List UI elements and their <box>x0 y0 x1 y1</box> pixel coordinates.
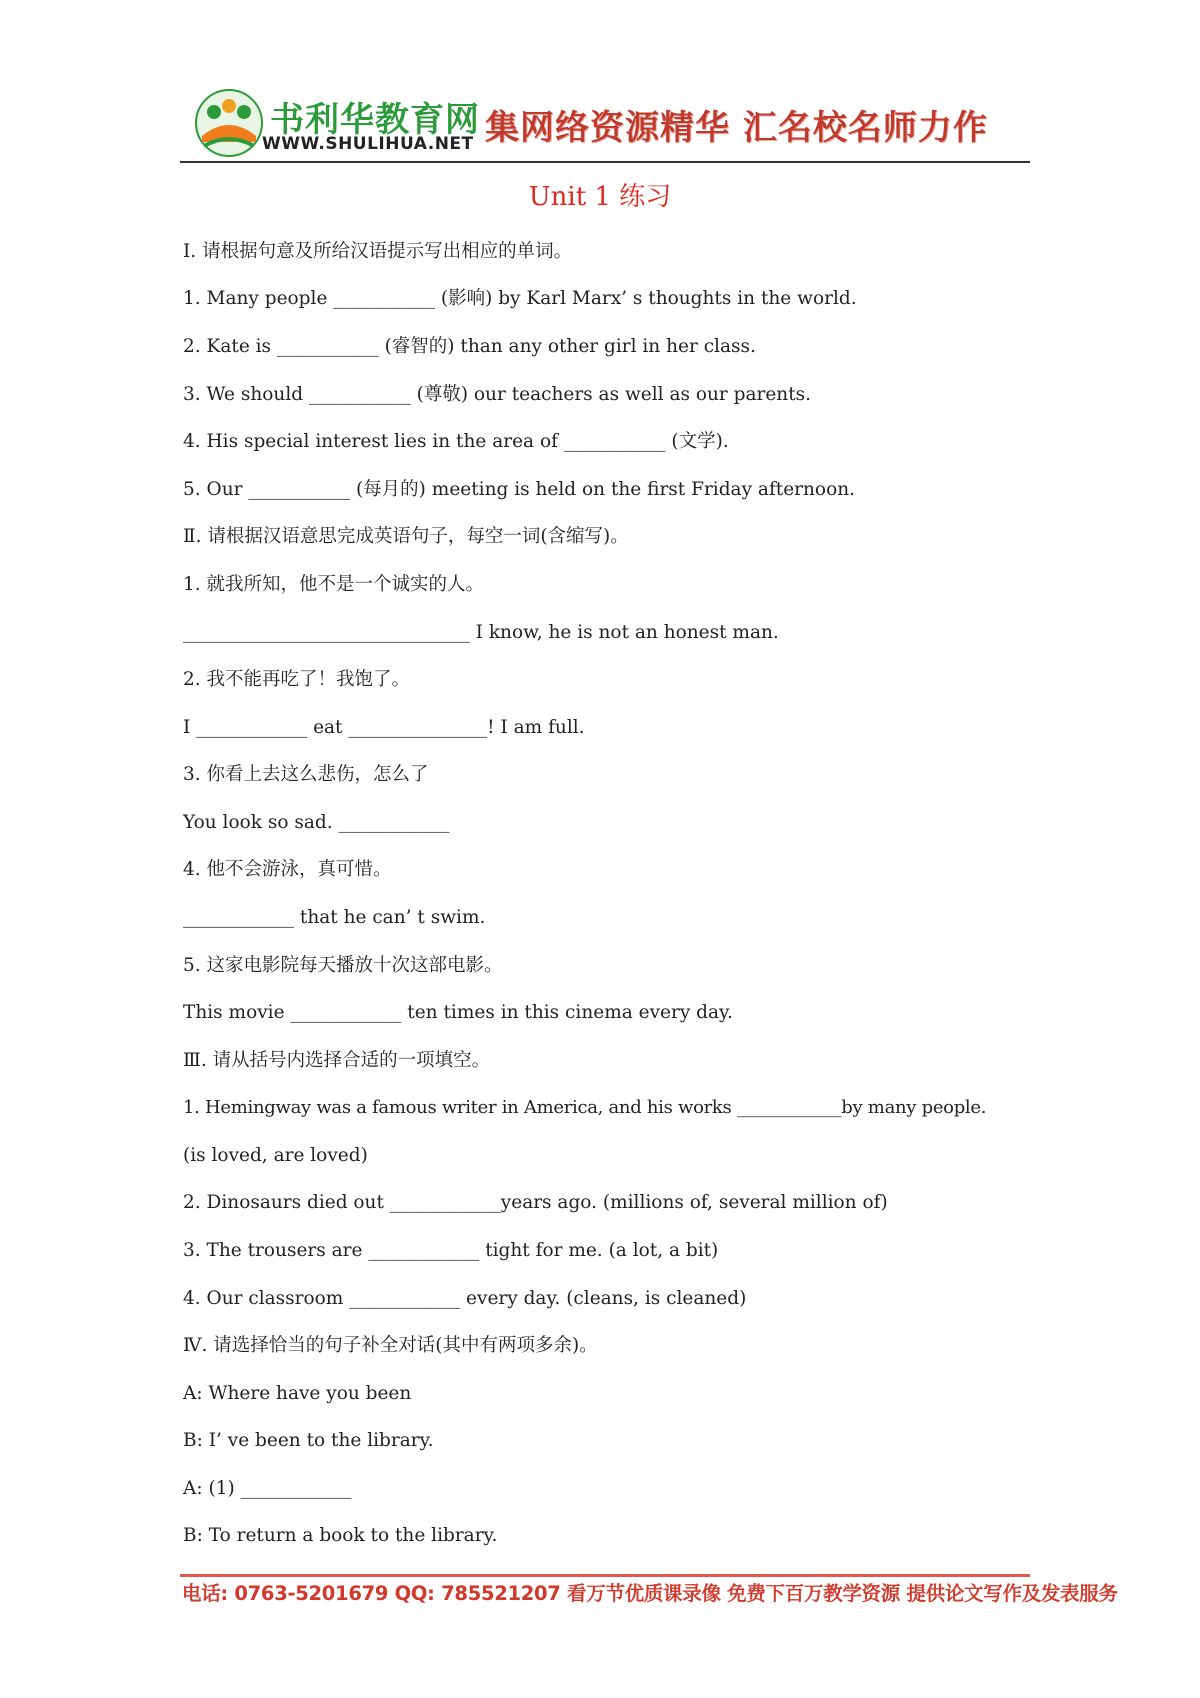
question-line: 2. 我不能再吃了！我饱了。 <box>183 669 411 690</box>
header-slogan: 集网络资源精华 汇名校名师力作 <box>485 108 988 148</box>
dialogue-line: B: To return a book to the library. <box>183 1525 498 1546</box>
question-line: 1. 就我所知，他不是一个诚实的人。 <box>183 574 485 595</box>
logo-icon <box>194 88 264 158</box>
question-line: 5. Our ___________ (每月的) meeting is held on the first Friday afternoon. <box>183 479 855 500</box>
footer-divider <box>180 1574 1030 1577</box>
question-line: 3. The trousers are ____________ tight for me. (a lot, a bit) <box>183 1240 719 1261</box>
answer-line: This movie ____________ ten times in this cinema every day. <box>183 1002 733 1023</box>
options-line: (is loved, are loved) <box>183 1145 368 1166</box>
question-line: 4. His special interest lies in the area of ___________ (文学). <box>183 431 729 452</box>
section-1-heading: Ⅰ. 请根据句意及所给汉语提示写出相应的单词。 <box>183 241 573 262</box>
dialogue-line: A: Where have you been <box>183 1383 412 1404</box>
footer-banner: 电话: 0763-5201679 QQ: 785521207 看万节优质课录像 免费下百万教学资源 提供论文写作及发表服务 <box>182 1582 1118 1605</box>
question-line: 1. Many people ___________ (影响) by Karl Marx’ s thoughts in the world. <box>183 288 857 309</box>
section-2-heading: Ⅱ. 请根据汉语意思完成英语句子，每空一词(含缩写)。 <box>183 526 629 547</box>
header-divider <box>180 161 1030 163</box>
dialogue-line: A: (1) ____________ <box>183 1478 352 1499</box>
question-line: 2. Dinosaurs died out ____________years ago. (millions of, several million of) <box>183 1192 888 1213</box>
site-header <box>180 86 1030 160</box>
question-line: 3. We should ___________ (尊敬) our teachers as well as our parents. <box>183 384 812 405</box>
logo-url: WWW.SHULIHUA.NET <box>262 134 474 154</box>
answer-line: ____________ that he can’ t swim. <box>183 907 486 928</box>
question-line: 5. 这家电影院每天播放十次这部电影。 <box>183 955 503 976</box>
section-3-heading: Ⅲ. 请从括号内选择合适的一项填空。 <box>183 1050 491 1071</box>
answer-line: _______________________________ I know, he is not an honest man. <box>183 622 779 643</box>
question-line: 1. Hemingway was a famous writer in America, and his works ____________by many people. <box>183 1097 987 1118</box>
answer-line: You look so sad. ____________ <box>183 812 450 833</box>
question-line: 4. Our classroom ____________ every day. (cleans, is cleaned) <box>183 1288 747 1309</box>
section-4-heading: Ⅳ. 请选择恰当的句子补全对话(其中有两项多余)。 <box>183 1335 598 1356</box>
question-line: 3. 你看上去这么悲伤，怎么了 <box>183 764 429 785</box>
page-title: Unit 1 练习 <box>528 182 672 212</box>
dialogue-line: B: I’ ve been to the library. <box>183 1430 434 1451</box>
question-line: 2. Kate is ___________ (睿智的) than any other girl in her class. <box>183 336 756 357</box>
logo-name: 书利华教育网 <box>270 100 480 140</box>
answer-line: I ____________ eat _______________! I am full. <box>183 717 585 738</box>
question-line: 4. 他不会游泳，真可惜。 <box>183 859 392 880</box>
